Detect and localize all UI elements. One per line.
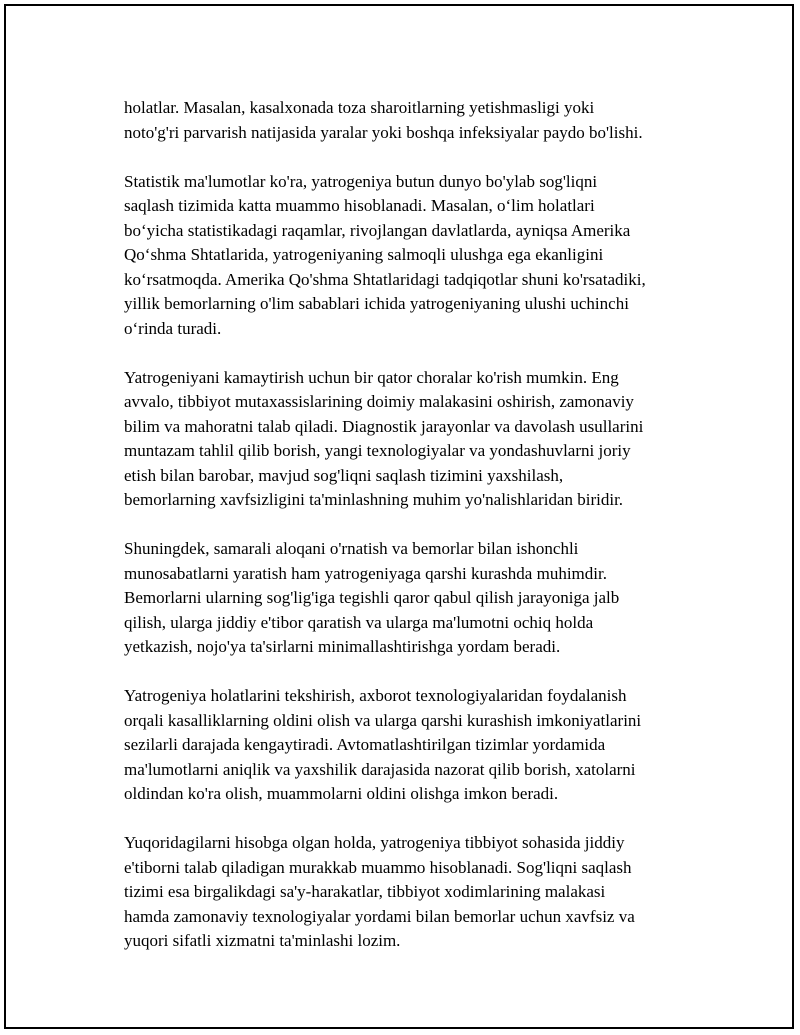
text-line: yuqori sifatli xizmatni ta'minlashi lozim. (124, 931, 401, 950)
text-line: sezilarli darajada kengaytiradi. Avtomatlashtirilgan tizimlar yordamida (124, 735, 606, 754)
text-line: bilim va mahoratni talab qiladi. Diagnostik jarayonlar va davolash usullarini (124, 416, 644, 436)
text-line: avvalo, tibbiyot mutaxassislarining doimiy malakasini oshirish, zamonaviy (124, 392, 634, 411)
text-line: o‘rinda turadi. (124, 318, 222, 338)
text-line: Yatrogeniya holatlarini tekshirish, axborot texnologiyalaridan foydalanish (124, 686, 627, 705)
text-line: bemorlarning xavfsizligini ta'minlashning muhim yo'nalishlaridan biridir. (124, 490, 624, 509)
text-line: Yuqoridagilarni hisobga olgan holda, yatrogeniya tibbiyot sohasida jiddiy (124, 833, 625, 852)
paragraph (124, 366, 724, 513)
text-line: orqali kasalliklarning oldini olish va ularga qarshi kurashish imkoniyatlarini (124, 710, 642, 730)
page-frame (4, 4, 794, 1029)
text-line: e'tiborni talab qiladigan murakkab muammo hisoblanadi. Sog'liqni saqlash (124, 857, 632, 877)
paragraph (124, 831, 724, 954)
document-body (124, 96, 724, 978)
text-line: etish bilan barobar, mavjud sog'liqni saqlash tizimini yaxshilash, (124, 465, 564, 485)
text-line: Bemorlarni ularning sog'lig'iga tegishli qaror qabul qilish jarayoniga jalb (124, 588, 620, 607)
text-line: muntazam tahlil qilib borish, yangi texnologiyalar va yondashuvlarni joriy (124, 441, 631, 460)
text-line: oldindan ko'ra olish, muammolarni oldini olishga imkon beradi. (124, 784, 559, 803)
text-line: Shuningdek, samarali aloqani o'rnatish va bemorlar bilan ishonchli (124, 539, 579, 558)
paragraph (124, 537, 724, 660)
text-line: ko‘rsatmoqda. Amerika Qo'shma Shtatlaridagi tadqiqotlar shuni ko'rsatadiki, (124, 269, 646, 289)
text-line: Statistik ma'lumotlar ko'ra, yatrogeniya butun dunyo bo'ylab sog'liqni (124, 171, 598, 191)
paragraph (124, 170, 724, 342)
text-line: saqlash tizimida katta muammo hisoblanadi. Masalan, o‘lim holatlari (124, 196, 595, 215)
text-line: hamda zamonaviy texnologiyalar yordami bilan bemorlar uchun xavfsiz va (124, 906, 635, 926)
paragraph (124, 684, 724, 807)
text-line: Qo‘shma Shtatlarida, yatrogeniyaning salmoqli ulushga ega ekanligini (124, 245, 604, 264)
text-line: qilish, ularga jiddiy e'tibor qaratish va ularga ma'lumotni ochiq holda (124, 612, 594, 632)
text-line: noto'g'ri parvarish natijasida yaralar yoki boshqa infeksiyalar paydo bo'lishi. (124, 122, 643, 142)
text-line: tizimi esa birgalikdagi sa'y-harakatlar, tibbiyot xodimlarining malakasi (124, 882, 606, 901)
text-line: Yatrogeniyani kamaytirish uchun bir qator choralar ko'rish mumkin. Eng (124, 367, 619, 387)
paragraph (124, 96, 724, 145)
text-line: munosabatlarni yaratish ham yatrogeniyaga qarshi kurashda muhimdir. (124, 563, 607, 583)
text-line: bo‘yicha statistikadagi raqamlar, rivojlangan davlatlarda, ayniqsa Amerika (124, 220, 631, 240)
text-line: yillik bemorlarning o'lim sabablari ichida yatrogeniyaning ulushi uchinchi (124, 294, 629, 313)
text-line: ma'lumotlarni aniqlik va yaxshilik darajasida nazorat qilib borish, xatolarni (124, 759, 636, 779)
text-line: holatlar. Masalan, kasalxonada toza sharoitlarning yetishmasligi yoki (124, 98, 595, 117)
text-line: yetkazish, nojo'ya ta'sirlarni minimallashtirishga yordam beradi. (124, 637, 561, 656)
